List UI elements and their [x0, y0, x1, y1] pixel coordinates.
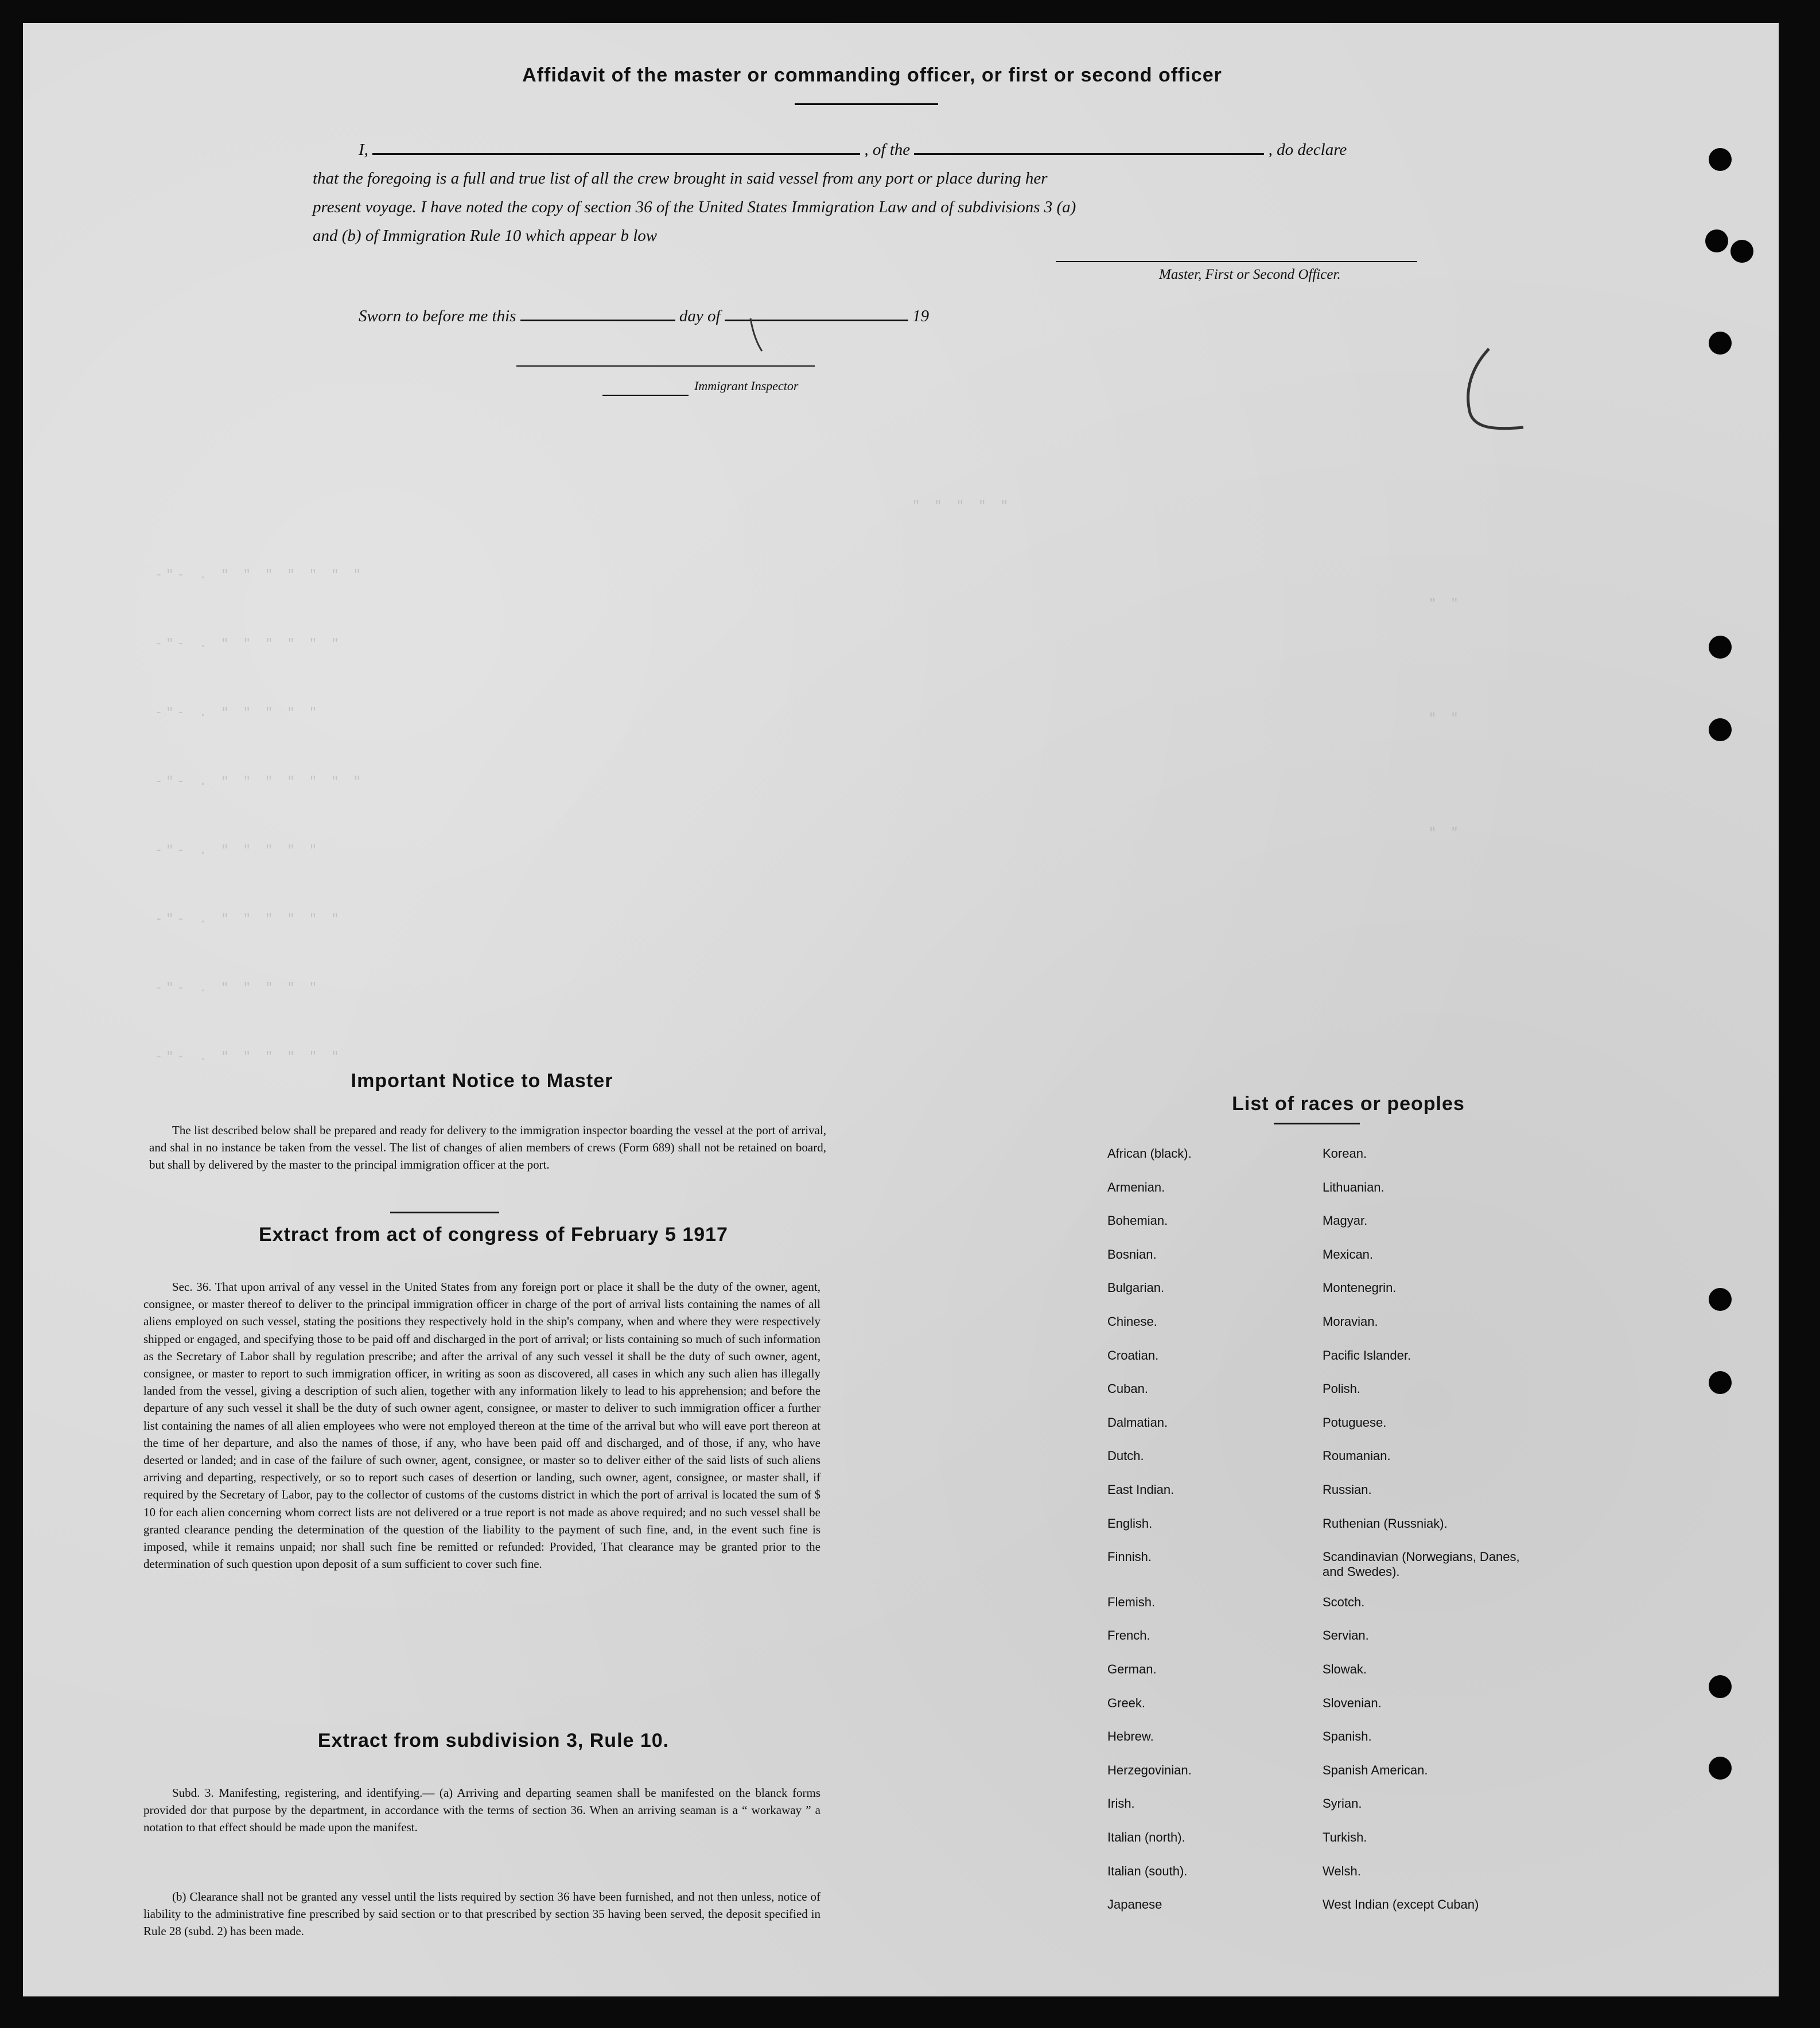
sworn-prefix: Sworn to before me this [359, 307, 516, 325]
race-item: Irish. [1107, 1796, 1135, 1811]
inspector-caption: Immigrant Inspector [694, 379, 799, 393]
race-item: Japanese [1107, 1897, 1162, 1912]
punch-hole [1730, 240, 1753, 263]
affidavit-line-2: that the foregoing is a full and true list of all the crew brought in said vessel from any port or place during her [313, 169, 1048, 188]
extract-act-title: Extract from act of congress of February 5 1917 [259, 1224, 728, 1245]
race-item: Spanish American. [1323, 1762, 1428, 1777]
race-item: Lithuanian. [1323, 1180, 1385, 1194]
sworn-day-blank[interactable] [520, 320, 675, 321]
day-of-label: day of [679, 307, 721, 325]
punch-hole [1705, 229, 1728, 252]
race-item: Armenian. [1107, 1180, 1165, 1194]
race-item: Slowak. [1323, 1662, 1367, 1676]
punch-hole [1709, 1757, 1732, 1780]
do-declare-label: , do declare [1268, 141, 1347, 159]
extract-act-text: Sec. 36. That upon arrival of any vessel in the United States from any foreign port or place it shall be the duty of the owner, agent, consignee, or master thereof to deliver to the principal immigration officer in charge of the port of arrival lists containing the names of all aliens employed on such vessel, stating the positions they respectively hold in the ship's company, when and where they were respectively shipped or engaged, and specifying those to be paid off and discharged in the port of arrival; or lists containing so much of such information as the Secretary of Labor shall by regulation prescribe; and after the arrival of any such vessel it shall be the duty of such owner, agent, consignee, or master to report to such immigration officer, in writing as soon as discovered, all cases in which any such alien has illegally landed from the vessel, giving a description of such alien, together with any information likely to lead to his apprehension; and before the departure of any such vessel it shall be the duty of such owner agent, consignee, or master to deliver to such immigration officer a further list containing the names of all alien employees who were not employed thereon at the time of the arrival but who will eave port thereon at the time of her departure, and also the names of those, if any, who have been paid off and discharged, and of those, if any, who have deserted or landed; and in case of the failure of such owner, agent, consignee, or master so to deliver either of the said lists of such aliens arriving and departing, respectively, or so to report such cases of desertion or landing, such owner, agent, consignee, or master shall, if required by the Secretary of Labor, pay to the collector of customs of the customs district in which the port of arrival is located the sum of $ 10 for each alien concerning whom correct lists are not delivered or a true report is not made as above required; and no such vessel shall be granted clearance pending the determination of the question of the liability to the payment of such fine, and, in the event such fine is imposed, while it remains unpaid; nor shall such fine be remitted or refunded: Provided, That clearance may be granted prior to the determination of such question upon deposit of a sum sufficient to cover such fine. [143, 1280, 820, 1571]
race-item: German. [1107, 1662, 1157, 1676]
race-item: Herzegovinian. [1107, 1762, 1192, 1777]
punch-hole [1709, 332, 1732, 355]
title-underline [795, 103, 938, 105]
race-item: Dutch. [1107, 1449, 1144, 1463]
punch-hole [1709, 1288, 1732, 1311]
race-item: Chinese. [1107, 1314, 1157, 1329]
race-item: Spanish. [1323, 1729, 1372, 1744]
race-item: Scotch. [1323, 1594, 1365, 1609]
race-item: Moravian. [1323, 1314, 1378, 1329]
race-item: Greek. [1107, 1695, 1146, 1710]
affidavit-line-4: and (b) of Immigration Rule 10 which appear b low [313, 227, 658, 245]
race-item: African (black). [1107, 1146, 1192, 1161]
race-item: Bulgarian. [1107, 1280, 1165, 1295]
race-item: Finnish. [1107, 1550, 1152, 1564]
pencil-mark [1457, 344, 1538, 442]
notice-text: The list described below shall be prepared and ready for delivery to the immigration inspector boarding the vessel at the port of arrival, and shal in no instance be taken from the vessel. The list of changes of alien members of crews (Form 689) shall not be retained on board, but shall by delivered by the master to the principal immigration officer at the port. [149, 1123, 826, 1171]
race-item: Slovenian. [1323, 1695, 1382, 1710]
race-item: Scandinavian (Norwegians, Danes, and Swedes). [1323, 1550, 1520, 1579]
race-item: Magyar. [1323, 1213, 1368, 1228]
affidavit-title: Affidavit of the master or commanding officer, or first or second officer [522, 64, 1222, 86]
race-item: Flemish. [1107, 1594, 1156, 1609]
race-item: Roumanian. [1323, 1449, 1391, 1463]
punch-hole [1709, 1371, 1732, 1394]
punch-hole [1709, 148, 1732, 171]
race-item: Turkish. [1323, 1830, 1367, 1844]
year-label: 19 [912, 307, 930, 325]
races-title-underline [1274, 1123, 1360, 1124]
race-item: East Indian. [1107, 1482, 1175, 1497]
race-item: Italian (south). [1107, 1863, 1188, 1878]
punch-hole [1709, 1675, 1732, 1698]
race-item: Dalmatian. [1107, 1415, 1168, 1430]
race-item: French. [1107, 1628, 1150, 1643]
race-item: Korean. [1323, 1146, 1367, 1161]
race-item: Bosnian. [1107, 1247, 1157, 1262]
race-item: English. [1107, 1516, 1153, 1531]
document-page: " " " " " -"- . " " " " " " " -"- . " " " " " " -"- . " " " " " -"- . " " " " " " " -"- . " " " " " -"- . " " " " " " -"- . " " " " " -"- . " " " " " " " " " " " " Affidavit of the master or commanding officer, or first or second officer I, , of the , do declare that the foregoing is a full and true list of all the crew brought in said vessel from any port or place during her present voyage. I have noted the copy of section 36 of the United States Immigration Law and of subdivisions 3 (a) and (b) of Immigration Rule 10 which appear b low Master, First or Second Officer. Sworn to before me this day of 19 Immigrant Inspector Important Notice to Master The list described below shall be prepared and ready for delivery to the immigration inspector boarding the vessel at the port of arrival, and shal in no instance be taken from the vessel. The list of changes of alien members of crews (Form 689) shall not be retained on board, but shall by delivered by the master to the principal immigration officer at the port. Extract from act of congress of February 5 1917 Sec. 36. That upon arrival of any vessel in the United States from any foreign port or place it shall be the duty of the owner, agent, consignee, or master thereof to deliver to the principal immigration officer in charge of the port of arrival lists containing the names of all aliens employed on such vessel, stating the positions they respectively hold in the ship's company, when and where they were respectively shipped or engaged, and specifying those to be paid off and discharged in the port of arrival; or lists containing so much of such information as the Secretary of Labor shall by regulation prescribe; and after the arrival of any such vessel it shall be the duty of such owner, agent, consignee, or master to report to such immigration officer, in writing as soon as discovered, all cases in which any such alien has illegally landed from the vessel, giving a description of such alien, together with any information likely to lead to his apprehension; and before the departure of any such vessel it shall be the duty of such owner agent, consignee, or master to deliver to such immigration officer a further list containing the names of all alien employees who were not employed thereon at the time of the arrival but who will eave port thereon at the time of her departure, and also the names of those, if any, who have been paid off and discharged, and of those, if any, who have deserted or landed; and in case of the failure of such owner, agent, consignee, or master so to deliver either of the said lists of such aliens arriving and departing, respectively, or so to report such cases of desertion or landing, such owner, agent, consignee, or master shall, if required by the Secretary of Labor, pay to the collector of customs of the customs district in which the port of arrival is located the sum of $ 10 for each alien concerning whom correct lists are not delivered or a true report is not made as above required; and no such vessel shall be granted clearance pending the determination of the question of the liability to the payment of such fine, and, in the event such fine is imposed, while it remains unpaid; nor shall such fine be remitted or refunded: Provided, That clearance may be granted prior to the determination of such question upon deposit of a sum sufficient to cover such fine. Extract from subdivision 3, Rule 10. Subd. 3. Manifesting, registering, and identifying.— (a) Arriving and departing seamen shall be manifested on the blanck forms provided dor that purpose by the department, in accordance with the terms of section 36. When an arriving seaman is a “ workaway ” a notation to that effect should be made upon the manifest. (b) Clearance shall not be granted any vessel until the lists required by section 36 have been furnished, and not then unless, notice of liability to the administrative fine prescribed by said section or to that prescribed by section 35 having been served, the deposit specified in Rule 28 (subd. 2) has been made. List of races or peoples African (black). Armenian. Bohemian. Bosnian. Bulgarian. Chinese. Croatian. Cuban. Dalmatian. Dutch. East Indian. English. Finnish. Flemish. French. German. Greek. Hebrew. Herzegovinian. Irish. Italian (north). Italian (south). Japanese Korean. Lithuanian. Magyar. Mexican. Montenegrin. Moravian. Pacific Islander. Polish. Potuguese. Roumanian. Russian. Ruthenian (Russniak). Scandinavian (Norwegians, Danes, and Swedes). Scotch. Servian. Slowak. Slovenian. Spanish. Spanish American. Syrian. Turkish. Welsh. West Indian (except Cuban) [23, 23, 1779, 1996]
race-item: Mexican. [1323, 1247, 1374, 1262]
notice-divider [390, 1212, 499, 1213]
punch-hole [1709, 718, 1732, 741]
race-item: West Indian (except Cuban) [1323, 1897, 1479, 1912]
race-item: Ruthenian (Russniak). [1323, 1516, 1448, 1531]
race-item: Croatian. [1107, 1348, 1159, 1363]
race-item: Montenegrin. [1323, 1280, 1397, 1295]
race-item: Bohemian. [1107, 1213, 1168, 1228]
race-item: Servian. [1323, 1628, 1369, 1643]
races-title: List of races or peoples [1232, 1093, 1465, 1115]
inspector-short-line [602, 395, 689, 396]
race-item: Hebrew. [1107, 1729, 1154, 1744]
race-item: Russian. [1323, 1482, 1372, 1497]
master-caption: Master, First or Second Officer. [1159, 267, 1341, 282]
race-item: Polish. [1323, 1381, 1361, 1396]
race-item: Pacific Islander. [1323, 1348, 1411, 1363]
name-blank[interactable] [372, 153, 860, 155]
inspector-signature-line[interactable] [516, 365, 815, 367]
master-signature-line[interactable] [1056, 261, 1417, 262]
affidavit-line-1 [359, 141, 1347, 159]
affidavit-line-3: present voyage. I have noted the copy of section 36 of the United States Immigration Law and of subdivisions 3 (a) [313, 198, 1076, 216]
vessel-blank[interactable] [914, 153, 1264, 155]
race-item: Italian (north). [1107, 1830, 1185, 1844]
extract-rule-para-b: (b) Clearance shall not be granted any vessel until the lists required by section 36 have been furnished, and not then unless, notice of liability to the administrative fine prescribed by said section or to that prescribed by section 35 having been served, the deposit specified in Rule 28 (subd. 2) has been made. [143, 1890, 820, 1938]
sworn-line [359, 307, 929, 326]
affidavit-i-label: I, [359, 141, 368, 159]
pen-tick-mark [746, 316, 769, 356]
race-item: Syrian. [1323, 1796, 1362, 1811]
of-the-label: , of the [864, 141, 911, 159]
race-item: Welsh. [1323, 1863, 1361, 1878]
race-item: Cuban. [1107, 1381, 1148, 1396]
punch-hole [1709, 636, 1732, 659]
race-item: Potuguese. [1323, 1415, 1387, 1430]
notice-title: Important Notice to Master [351, 1070, 613, 1092]
extract-rule-para-a: Subd. 3. Manifesting, registering, and identifying.— (a) Arriving and departing seamen shall be manifested on the blanck forms provided dor that purpose by the department, in accordance with the terms of section 36. When an arriving seaman is a “ workaway ” a notation to that effect should be made upon the manifest. [143, 1786, 820, 1834]
extract-rule-title: Extract from subdivision 3, Rule 10. [317, 1730, 670, 1751]
